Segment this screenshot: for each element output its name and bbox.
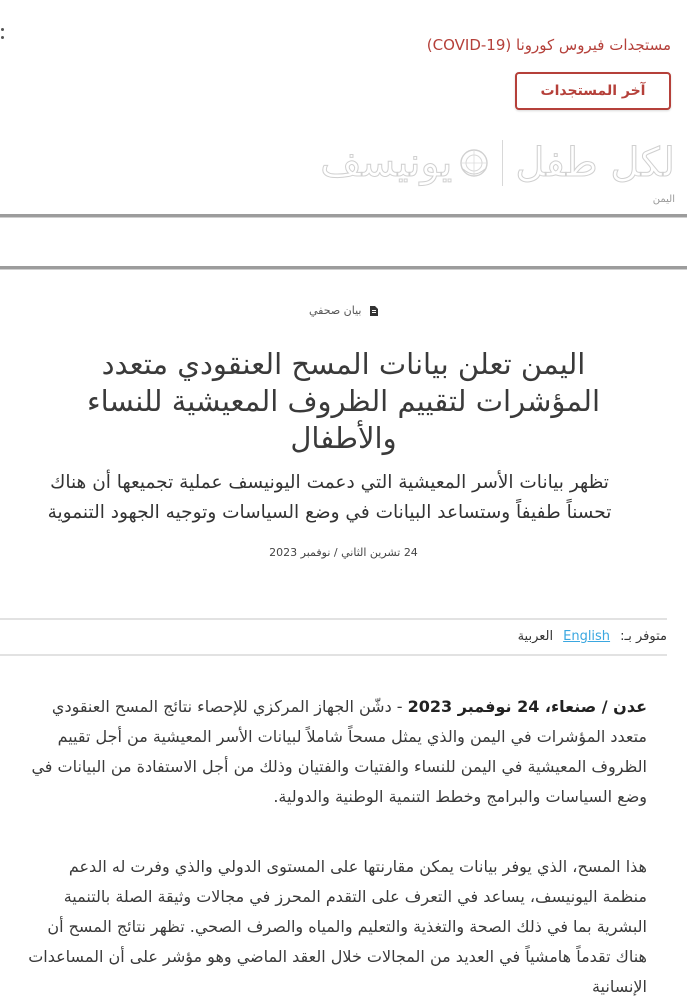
dateline: عدن / صنعاء، 24 نوفمبر 2023 — [407, 697, 647, 716]
language-bar-bottom-divider — [0, 654, 667, 656]
article-date: 24 تشرين الثاني / نوفمبر 2023 — [269, 546, 418, 559]
unicef-logo[interactable] — [320, 138, 675, 188]
subtitle-line-1: تظهر بيانات الأسر المعيشية التي دعمت اليونيسف عملية تجميعها أن هناك — [50, 472, 609, 493]
logo-country: اليمن — [652, 194, 675, 205]
article-subtitle — [0, 468, 665, 528]
document-icon — [369, 306, 378, 316]
language-bar-top-divider — [0, 618, 667, 620]
content-type-text: بيان صحفي — [309, 304, 362, 317]
article-paragraph-1 — [20, 692, 647, 812]
language-link-english[interactable]: English — [563, 628, 611, 644]
available-languages-bar — [518, 623, 667, 649]
unicef-emblem-icon — [458, 147, 490, 179]
content-type-label — [0, 304, 687, 317]
subtitle-line-2: تحسناً طفيفاً وستساعد البيانات في وضع السياسات وتوجيه الجهود التنموية — [47, 502, 612, 523]
menu-icon[interactable] — [0, 28, 4, 42]
paragraph-1-text: - دشّن الجهاز المركزي للإحصاء نتائج المسح العنقودي متعدد المؤشرات في اليمن والذي يمثل مسحاً شاملاً لبيانات الأسر المعيشية من أجل تقييم الظروف المعيشية في اليمن للنساء والفتيات والفتيان وذلك من أجل الاستفادة من البيانات في وضع السياسات والبرامج وخطط التنمية الوطنية والدولية. — [31, 697, 647, 806]
nav-divider — [0, 266, 687, 269]
covid-updates-link[interactable]: مستجدات فيروس كورونا (COVID-19) — [426, 36, 671, 54]
available-in-label: متوفر بـ: — [620, 628, 667, 644]
language-current-arabic: العربية — [517, 628, 554, 644]
logo-wordmark: يونيسف — [320, 140, 453, 186]
article-title: اليمن تعلن بيانات المسح العنقودي متعدد المؤشرات لتقييم الظروف المعيشية للنساء والأطفال — [86, 347, 601, 455]
logo-tagline: لكل طفل — [515, 140, 675, 186]
logo-divider — [502, 140, 503, 186]
latest-updates-button[interactable]: آخر المستجدات — [515, 72, 671, 110]
article-paragraph-2: هذا المسح، الذي يوفر بيانات يمكن مقارنتها على المستوى الدولي والذي وفرت له الدعم منظمة اليونيسف، يساعد في التعرف على التقدم المحرز في مجالات وثيقة الصلة بالتنمية البشرية بما في ذلك الصحة والتغذية والتعليم والمياه والصرف الصحي. تظهر نتائج المسح أن هناك تقدماً هامشياً في العديد من المجالات خلال العقد الماضي وهو مؤشر على أن المساعدات الإنسانية — [28, 857, 647, 996]
header-divider — [0, 214, 687, 217]
